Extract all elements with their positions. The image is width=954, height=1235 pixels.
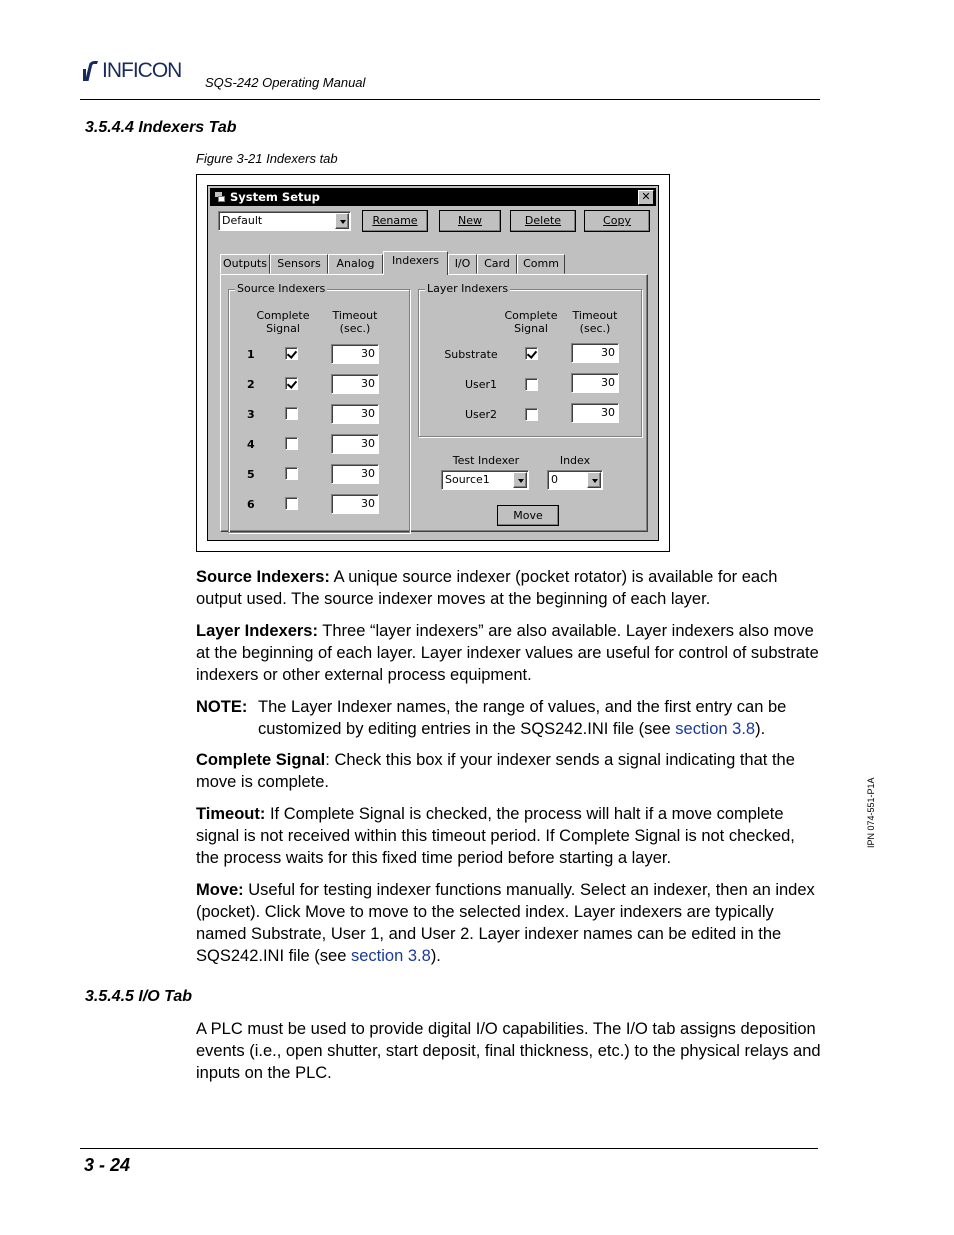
text-timeout: If Complete Signal is checked, the process will halt if a move complete signal is not received within this timeout period. If Complete Signal is not checked, the process waits for this fixed time period before starting a layer. (196, 805, 795, 867)
term-move: Move: (196, 881, 244, 899)
figure-frame (196, 174, 670, 552)
tab-card[interactable]: Card (477, 254, 517, 274)
footer-rule (80, 1148, 818, 1149)
source-3-complete-checkbox[interactable] (285, 407, 298, 420)
source-row-label: 3 (247, 408, 255, 421)
dropdown-arrow[interactable] (513, 472, 527, 488)
paragraph-io: A PLC must be used to provide digital I/O capabilities. The I/O tab assigns deposition events (i.e., open shutter, start deposit, final thickness, etc.) to the physical relays and inputs on the PLC. (196, 1020, 821, 1082)
source-row-label: 6 (247, 498, 255, 511)
dropdown-arrow[interactable] (335, 213, 349, 229)
paragraph-complete-signal (196, 749, 821, 793)
new-button[interactable] (439, 210, 501, 232)
text-source-indexers: A unique source indexer (pocket rotator) is available for each output used. The source indexer moves at the beginning of each layer. (196, 568, 778, 608)
source-row-label: 2 (247, 378, 255, 391)
delete-label: Delete (524, 214, 562, 227)
section-3-8-link[interactable]: section 3.8 (675, 720, 756, 738)
source-4-timeout-input[interactable]: 30 (331, 434, 379, 454)
tab-analog[interactable]: Analog (328, 254, 383, 274)
user2-complete-checkbox[interactable] (525, 408, 538, 421)
inficon-logo (82, 58, 181, 84)
tab-sensors[interactable]: Sensors (270, 254, 328, 274)
test-indexer-label: Test Indexer (452, 454, 520, 467)
title-bar (210, 188, 656, 206)
brand-name: INFICON (102, 59, 182, 82)
source-6-timeout-input[interactable]: 30 (331, 494, 379, 514)
paragraph-layer-indexers (196, 620, 821, 686)
close-icon: ✕ (641, 190, 651, 203)
term-source-indexers: Source Indexers: (196, 568, 330, 586)
paragraph-move (196, 879, 821, 967)
paragraph-source-indexers (196, 566, 821, 610)
source-4-complete-checkbox[interactable] (285, 437, 298, 450)
source-col-timeout: Timeout (sec.) (332, 309, 378, 335)
text-layer-indexers: Three “layer indexers” are also available. Layer indexers also move at the beginning of each layer. Layer indexer values are useful for control of substrate indexers or other external process equipment. (196, 622, 819, 684)
section-heading-io: 3.5.4.5 I/O Tab (85, 988, 193, 1005)
index-value: 0 (551, 473, 558, 486)
profile-select[interactable] (218, 211, 351, 231)
index-label: Index (559, 454, 591, 467)
source-2-complete-checkbox[interactable] (285, 377, 298, 390)
source-1-complete-checkbox[interactable] (285, 347, 298, 360)
tab-comm[interactable]: Comm (517, 254, 565, 274)
rename-label: Rename (372, 214, 418, 227)
new-label: New (458, 214, 482, 227)
source-3-timeout-input[interactable]: 30 (331, 404, 379, 424)
test-indexer-value: Source1 (445, 473, 490, 486)
window-title: System Setup (230, 190, 320, 204)
check-icon (287, 348, 297, 359)
text-move-after: ). (430, 947, 441, 965)
user1-timeout-input[interactable]: 30 (571, 373, 619, 393)
index-select[interactable] (547, 470, 603, 490)
inficon-logo-mark-icon (82, 59, 100, 83)
term-layer-indexers: Layer Indexers: (196, 622, 318, 640)
section-heading-indexers: 3.5.4.4 Indexers Tab (85, 119, 237, 136)
source-row-label: 4 (247, 438, 255, 451)
copy-button[interactable] (584, 210, 650, 232)
source-row-label: 5 (247, 468, 255, 481)
text-move: Useful for testing indexer functions manually. Select an indexer, then an index (pocket). Click Move to move to the selected index. Layer indexers are typically named Substrate, User 1, and User 2. Layer indexer names can be edited in the SQS242.INI file (see (196, 881, 815, 965)
source-5-complete-checkbox[interactable] (285, 467, 298, 480)
user1-complete-checkbox[interactable] (525, 378, 538, 391)
note-label: NOTE: (196, 698, 248, 716)
section-3-8-link[interactable]: section 3.8 (351, 947, 431, 965)
note-text-before: The Layer Indexer names, the range of values, and the first entry can be customized by editing entries in the SQS242.INI file (see (258, 698, 787, 738)
source-row-label: 1 (247, 348, 255, 361)
paragraph-timeout (196, 803, 821, 869)
layer-col-complete: Complete Signal (504, 309, 558, 335)
ipn-code: IPN 074-551-P1A (866, 777, 876, 848)
delete-button[interactable] (510, 210, 576, 232)
layer-indexers-group (418, 282, 642, 437)
app-icon (214, 191, 226, 203)
layer-indexers-label: Layer Indexers (427, 282, 509, 295)
check-icon (287, 378, 297, 389)
layer-row-label: Substrate (444, 348, 498, 361)
source-2-timeout-input[interactable]: 30 (331, 374, 379, 394)
close-button[interactable] (638, 190, 654, 205)
system-setup-window (207, 185, 659, 541)
chevron-down-icon (518, 479, 524, 483)
tab-indexers[interactable]: Indexers (383, 251, 448, 275)
text-complete-signal: : Check this box if your indexer sends a signal indicating that the move is complete. (196, 751, 795, 791)
source-5-timeout-input[interactable]: 30 (331, 464, 379, 484)
chevron-down-icon (340, 220, 346, 224)
figure-caption: Figure 3-21 Indexers tab (196, 151, 338, 166)
source-indexers-label: Source Indexers (237, 282, 326, 295)
term-timeout: Timeout: (196, 805, 266, 823)
manual-title: SQS-242 Operating Manual (205, 75, 366, 90)
note-text (258, 696, 821, 740)
source-indexers-group (228, 282, 410, 533)
move-label: Move (513, 509, 543, 522)
tab-outputs[interactable]: Outputs (220, 254, 270, 274)
substrate-timeout-input[interactable]: 30 (571, 343, 619, 363)
test-indexer-select[interactable] (441, 470, 529, 490)
user2-timeout-input[interactable]: 30 (571, 403, 619, 423)
check-icon (527, 348, 537, 359)
header-rule (80, 99, 820, 100)
rename-button[interactable] (362, 210, 428, 232)
profile-value: Default (222, 214, 263, 227)
layer-row-label: User2 (464, 408, 498, 421)
substrate-complete-checkbox[interactable] (525, 347, 538, 360)
move-button[interactable] (497, 505, 559, 526)
indexers-panel (220, 274, 648, 532)
layer-col-timeout: Timeout (sec.) (572, 309, 618, 335)
source-col-complete: Complete Signal (256, 309, 310, 335)
source-1-timeout-input[interactable]: 30 (331, 344, 379, 364)
layer-row-label: User1 (464, 378, 498, 391)
tab-io[interactable]: I/O (448, 254, 477, 274)
chevron-down-icon (592, 479, 598, 483)
page-number: 3 - 24 (84, 1155, 131, 1175)
note-block (196, 696, 821, 740)
term-complete-signal: Complete Signal (196, 751, 326, 769)
copy-label: Copy (603, 214, 631, 227)
note-text-after: ). (755, 720, 766, 738)
dropdown-arrow[interactable] (587, 472, 601, 488)
source-6-complete-checkbox[interactable] (285, 497, 298, 510)
